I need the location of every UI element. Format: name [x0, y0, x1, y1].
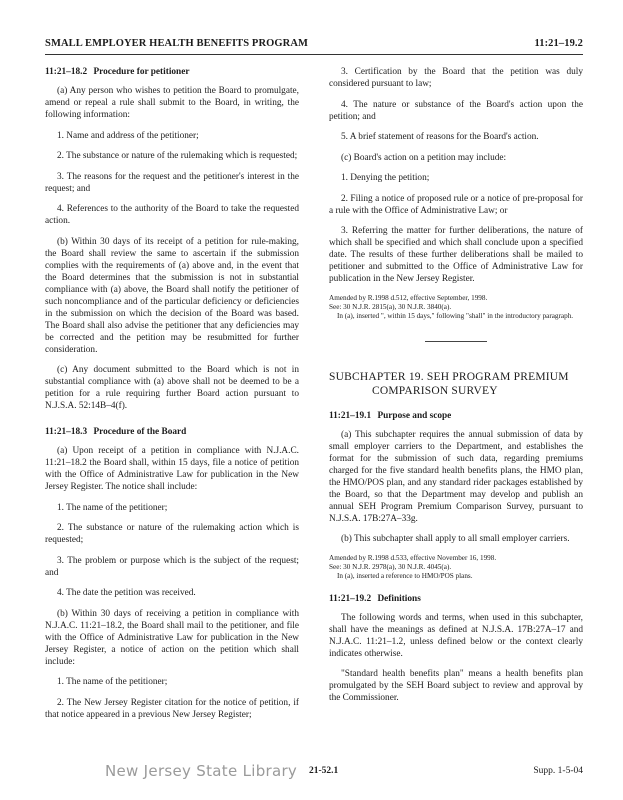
item-18-3-a1: 1. The name of the petitioner; [57, 502, 168, 513]
item-18-3-b3: 3. Certification by the Board that the petition was duly considered pursuant to law; [329, 67, 583, 89]
item-18-2-a1: 1. Name and address of the petitioner; [57, 130, 199, 141]
subchapter-heading: SUBCHAPTER 19. SEH PROGRAM PREMIUM COMPARISON SURVEY [329, 370, 569, 397]
para-19-2-definition: "Standard health benefits plan" means a health benefits plan promulgated by the SEH Board subject to review and approval by the Commissioner. [329, 669, 583, 703]
para-19-1-a: (a) This subchapter requires the annual submission of data by small employer carriers to the Department, and establishes the format for the submission of such data, regarding premiums charged for the five standard health benefits plans, the HMO plan, the HMO/POS plan, and any standard rider packages established by the Board, so that the Department may develop and publish an annual SEH Program Premium Comparison Survey, pursuant to N.J.S.A. 17B:27A–33g. [329, 429, 583, 524]
item-18-2-a3: 3. The reasons for the request and the petitioner's interest in the request; and [45, 171, 299, 194]
amendment-note-19-1: Amended by R.1998 d.533, effective November 16, 1998. See: 30 N.J.R. 2978(a), 30 N.J.R. 4045(a). In (a), inserted a reference to HMO/POS plans. [329, 553, 497, 580]
para-19-1-b: (b) This subchapter shall apply to all small employer carriers. [341, 534, 570, 544]
para-18-2-a: (a) Any person who wishes to petition the Board to promulgate, amend or repeal a rule shall submit to the Board, in writing, the following information: [45, 86, 299, 120]
item-18-3-a3: 3. The problem or purpose which is the subject of the request; and [45, 555, 299, 578]
section-heading-18-2: 11:21–18.2 Procedure for petitioner [45, 67, 190, 77]
para-19-2-intro: The following words and terms, when used in this subchapter, shall have the meanings as defined at N.J.S.A. 17B:27A–17 and N.J.A.C. 11:21–1.2, unless defined below or the context clearly indicates otherwise. [329, 612, 583, 659]
item-18-2-a4: 4. References to the authority of the Board to take the requested action. [45, 204, 299, 226]
item-18-3-b4: 4. The nature or substance of the Board's action upon the petition; and [329, 99, 583, 122]
amendment-note-18-3: Amended by R.1998 d.512, effective September, 1998. See: 30 N.J.R. 2815(a), 30 N.J.R. 3840(a). In (a), inserted ", within 15 days," following "shall" in the introductory paragraph. [329, 293, 574, 320]
page-number: 21-52.1 [309, 766, 339, 776]
item-18-3-b1: 1. The name of the petitioner; [57, 677, 168, 687]
item-18-3-a4: 4. The date the petition was received. [57, 588, 196, 598]
item-18-3-b5: 5. A brief statement of reasons for the Board's action. [341, 132, 539, 142]
para-18-3-b: (b) Within 30 days of receiving a petition in compliance with N.J.A.C. 11:21–18.2, the Board shall mail to the petitioner, and file with the Office of Administrative Law for publication in the New Jersey Register, a notice of action on the petition which shall include: [45, 608, 299, 667]
item-18-3-a2: 2. The substance or nature of the rulemaking action which is requested; [45, 523, 299, 545]
item-18-2-a2: 2. The substance or nature of the rulemaking which is requested; [57, 151, 298, 161]
page-footer [45, 762, 583, 786]
left-column [45, 66, 299, 729]
library-watermark: New Jersey State Library [105, 762, 298, 780]
header-title: SMALL EMPLOYER HEALTH BENEFITS PROGRAM [45, 38, 309, 49]
item-18-3-b2: 2. The New Jersey Register citation for the notice of petition, if that notice appeared in a previous New Jersey Register; [45, 697, 299, 720]
para-18-2-b: (b) Within 30 days of its receipt of a petition for rule-making, the Board shall review the same to ascertain if the submission complies with the requirements of (a) above and, in the event that the Board determines that the submission is not in substantial compliance with (a) above, the Board shall notify the petitioner of such noncompliance and of the particular deficiency or deficiencies in the submission on which the decision of the Board was based. The Board shall also advise the petitioner that any deficiencies may be corrected and the petition may be resubmitted for further consideration. [45, 236, 299, 355]
section-heading-19-2: 11:21–19.2 Definitions [329, 593, 421, 604]
supplement-date: Supp. 1-5-04 [533, 766, 583, 776]
section-heading-19-1: 11:21–19.1 Purpose and scope [329, 410, 452, 421]
item-18-3-c3: 3. Referring the matter for further deliberations, the nature of which shall be specified and which shall conclude upon a specified date. The results of these further deliberations shall be mailed to petitioner and submitted to the Office of Administrative Law for publication in the New Jersey Register. [329, 226, 583, 284]
section-heading-18-3: 11:21–18.3 Procedure of the Board [45, 427, 187, 437]
right-column [329, 66, 583, 713]
item-18-3-c1: 1. Denying the petition; [341, 173, 430, 183]
para-18-3-c: (c) Board's action on a petition may include: [341, 152, 507, 163]
header-section: 11:21–19.2 [534, 38, 583, 49]
para-18-3-a: (a) Upon receipt of a petition in compliance with N.J.A.C. 11:21–18.2 the Board shall, within 15 days, file a notice of petition with the Office of Administrative Law for publication in the New Jersey Register. The notice shall include: [45, 446, 299, 492]
item-18-3-c2: 2. Filing a notice of proposed rule or a notice of pre-proposal for a rule with the Office of Administrative Law; or [329, 193, 583, 216]
para-18-2-c: (c) Any document submitted to the Board which is not in substantial compliance with (a) above shall not be deemed to be a petition for a rule requiring further Board action pursuant to N.J.S.A. 52:14B–4(f). [45, 365, 299, 411]
section-divider [425, 341, 487, 342]
running-header [45, 36, 583, 55]
